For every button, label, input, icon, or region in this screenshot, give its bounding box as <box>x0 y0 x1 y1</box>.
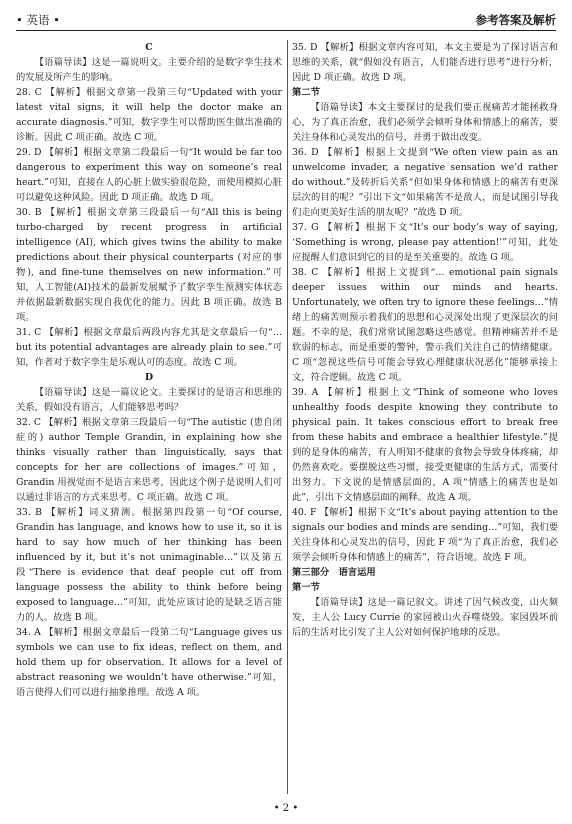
passage-intro: 【语篇导读】本文主要探讨的是我们要正视痛苦才能拯救身心，为了真正治愈，我们必须学会倾听身体和情感上的痛苦，要关注身体和心灵发出的信号，并勇于做出改变。 <box>292 102 558 143</box>
answer-explanation: 35. D 【解析】根据文章内容可知，本文主要是为了探讨语言和思维的关系，就“假如没有语言，人们能否进行思考”进行分析，因此 D 项正确。故选 D 项。 <box>292 42 558 83</box>
answer-explanation: 36. D 【解析】根据上文提到“We often view pain as an unwelcome invader, a negative sensation we’d rather do without.”及转折后关系“但如果身体和情感上的痛苦有更深层次的目的呢？”引出下文“如果痛苦不是敌人，而是试图引导我们走向更美好生活的朋友呢？”故选 D 项。 <box>292 147 558 218</box>
answer-explanation: 30. B 【解析】根据文章第三段最后一句“All this is being turbo-charged by recent progress in artificial intelligence (AI), which gives twins the ability to make predictions about their physical counterparts (对应的事物), and fine-tune themselves on new information.”可知，人工智能(AI)技术的最新发展赋予了数字孪生预测实体状态并依据最新数据实现自我优化的能力。因此 B 项正确。故选 B 项。 <box>16 207 282 323</box>
answer-explanation: 39. A 【解析】根据上文“Think of someone who loves unhealthy foods despite knowing they contribute to physical pain. It takes conscious effort to break free from these habits and embrace a healthier lifestyle.”提到的是身体的痛苦，有人明知不健康的食物会导致身体疼痛，却仍然喜欢吃。要摆脱这些习惯，接受更健康的生活方式，需要付出努力。下文说的是情感层面的，A 项“情感上的痛苦也是如此”，引出下文情感层面的阐释。故选 A 项。 <box>292 387 558 503</box>
passage-intro: 【语篇导读】这是一篇议论文。主要探讨的是语言和思维的关系，假如没有语言，人们能够思考吗？ <box>16 387 282 413</box>
answer-explanation: 31. C 【解析】根据文章最后两段内容尤其是文章最后一句“… but its potential advantages are already plain to see.”可知，作者对于数字孪生是乐观认可的态度。故选 C 项。 <box>16 327 282 368</box>
column-divider <box>287 40 288 794</box>
header-title: 参考答案及解析 <box>475 13 556 27</box>
answer-explanation: 33. B 【解析】词义猜测。根据第四段第一句“Of course, Grandin has language, and knows how to use it, so it is hard to say how much of her thinking has been influenced by it, but it’s not unimaginable…”以及第五段“There is evidence that deaf people cut off from language possess the ability to think before being exposed to language…”可知，此处应该讨论的是缺乏语言能力的人。故选 B 项。 <box>16 507 282 623</box>
passage-intro: 【语篇导读】这是一篇说明文。主要介绍的是数字孪生技术的发展及所产生的影响。 <box>16 57 282 83</box>
subject-label: • 英语 • <box>16 13 60 27</box>
left-column <box>16 40 282 794</box>
section-heading: 第一节 <box>292 582 320 593</box>
answer-explanation: 37. G 【解析】根据下文“It’s our body’s way of saying, ‘Something is wrong, please pay attention!’”可知，此处应提醒人们意识到它的目的是至关重要的。故选 G 项。 <box>292 222 558 263</box>
answer-explanation: 32. C 【解析】根据文章第三段最后一句“The autistic (患自闭症的) author Temple Grandin, in explaining how she thinks visually rather than linguistically, says that concepts for her are collections of images.”可知，Grandin 用视觉而不是语言来思考，因此这个例子是说明人们可以通过非语言的方式来思考。C 项正确。故选 C 项。 <box>16 417 282 503</box>
passage-heading: C <box>145 42 153 53</box>
page-header <box>16 8 556 31</box>
answer-explanation: 29. D 【解析】根据文章第二段最后一句“It would be far too dangerous to experiment this way on someone’s real heart.”可知，直接在人的心脏上做实验很危险，而使用模拟心脏可以避免这种风险。因此 D 项正确。故选 D 项。 <box>16 147 282 203</box>
right-column <box>292 40 558 794</box>
passage-heading: D <box>144 372 154 383</box>
section-heading: 第三部分 语言运用 <box>292 567 376 578</box>
answer-explanation: 38. C 【解析】根据上文提到“… emotional pain signals deeper issues within our minds and hearts. Unfortunately, we often try to ignore these feelings…”情绪上的痛苦则预示着我们的思想和心灵深处出现了更深层次的问题。不幸的是，我们常常试图忽略这些感觉。但精神痛苦并不是软弱的标志，而是重要的警钟，警示我们关注自己的情绪健康。C 项“忽视这些信号可能会导致心理健康状况恶化”能够承接上文，符合逻辑。故选 C 项。 <box>292 267 558 383</box>
answer-explanation: 34. A 【解析】根据文章最后一段第二句“Language gives us symbols we can use to fix ideas, reflect on them, and hold them up for observation. It allows for a level of abstract reasoning we wouldn’t have otherwise.”可知，语言使得人们可以进行抽象推理。故选 A 项。 <box>16 627 282 698</box>
section-heading: 第二节 <box>292 87 320 98</box>
answer-explanation: 40. F 【解析】根据下文“It’s about paying attention to the signals our bodies and minds are sending…”可知，我们要关注身体和心灵发出的信号，因此 F 项“为了真正治愈，我们必须学会倾听身体和情感上的痛苦”，符合语境。故选 F 项。 <box>292 507 558 563</box>
page-number: • 2 • <box>273 803 299 814</box>
passage-intro: 【语篇导读】这是一篇记叙文。讲述了因气候改变，山火频发，主人公 Lucy Currie 的家园被山火吞噬烧毁。家园毁坏前后的生活对比引发了主人公对如何保护地球的反思。 <box>292 597 558 638</box>
answer-explanation: 28. C 【解析】根据文章第一段第三句“Updated with your latest vital signs, it will help the doctor make an accurate diagnosis.”可知，数字孪生可以帮助医生做出准确的诊断。因此 C 项正确。故选 C 项。 <box>16 87 282 143</box>
